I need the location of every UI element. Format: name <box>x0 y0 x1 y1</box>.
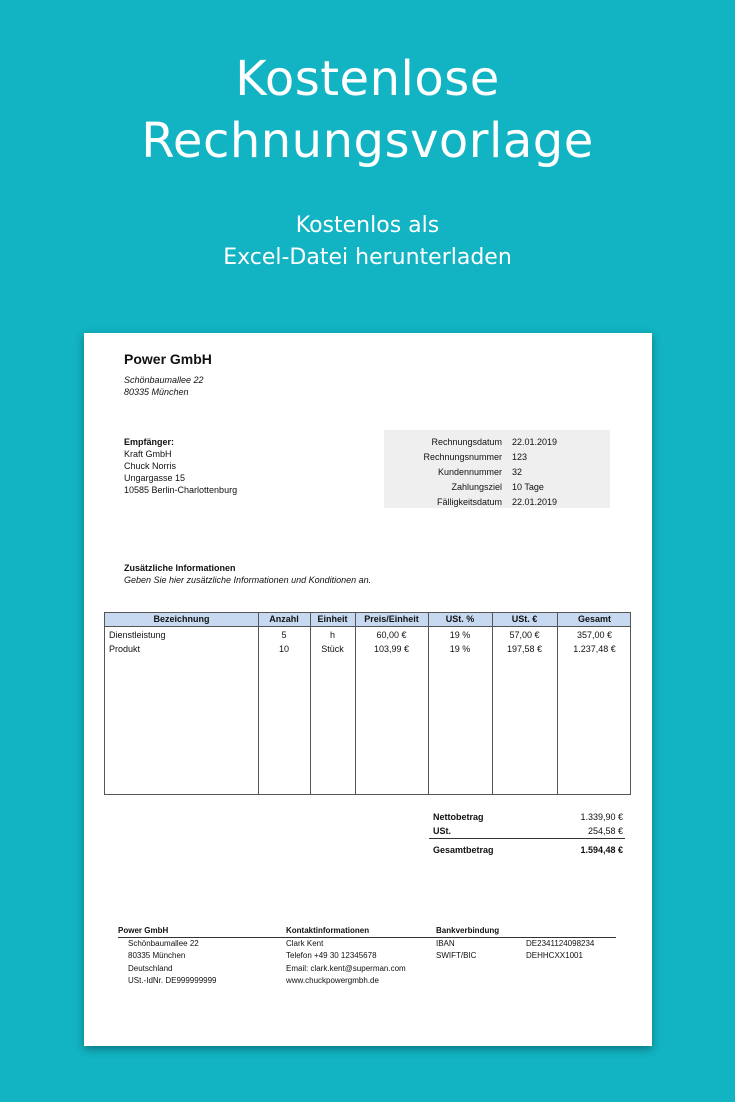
meta-value: 123 <box>512 451 528 462</box>
footer-contact <box>286 925 406 988</box>
footer-line: Deutschland <box>128 963 173 973</box>
hero-subtitle-line-1: Kostenlos als <box>295 213 440 238</box>
company-name: Power GmbH <box>124 351 212 367</box>
header-cell: Anzahl <box>269 614 299 624</box>
iban-label: IBAN <box>436 938 455 948</box>
hero-title <box>0 48 735 172</box>
invoice-sheet <box>84 333 652 1046</box>
header-cell: USt. € <box>511 614 538 624</box>
net-label: Nettobetrag <box>433 812 484 822</box>
footer-line: Schönbaumallee 22 <box>128 938 199 948</box>
recipient-line: 10585 Berlin-Charlottenburg <box>124 485 238 495</box>
gross-label: Gesamtbetrag <box>433 845 494 855</box>
vat-row <box>429 824 625 838</box>
footer-company <box>118 925 217 988</box>
meta-value: 10 Tage <box>512 482 544 493</box>
hero-subtitle <box>0 210 735 274</box>
sender-line: Schönbaumallee 22 <box>124 375 204 385</box>
meta-value: 22.01.2019 <box>512 497 558 508</box>
meta-key: Rechnungsnummer <box>423 451 502 462</box>
footer-bank-title: Bankverbindung <box>436 926 500 935</box>
info-label: Zusätzliche Informationen <box>124 563 236 573</box>
table-cell: Dienstleistung <box>109 630 166 640</box>
header-cell: Einheit <box>317 614 348 624</box>
vat-label: USt. <box>433 826 451 836</box>
footer-line: USt.-IdNr. DE999999999 <box>128 976 217 986</box>
hero-subtitle-line-2: Excel-Datei herunterladen <box>223 245 512 270</box>
footer-line: 80335 München <box>128 951 186 961</box>
meta-key: Zahlungsziel <box>451 482 502 493</box>
sender-address <box>124 374 204 398</box>
table-cell: 60,00 € <box>376 630 407 640</box>
meta-row-due <box>384 495 610 510</box>
table-cell: 103,99 € <box>373 644 410 654</box>
meta-row-date <box>384 434 610 449</box>
meta-value: 22.01.2019 <box>512 436 558 447</box>
footer-company-title: Power GmbH <box>118 926 169 935</box>
footer-contact-title: Kontaktinformationen <box>286 926 370 935</box>
header-cell: Preis/Einheit <box>364 614 419 624</box>
table-cell: 357,00 € <box>576 630 613 640</box>
table-cell: 197,58 € <box>506 644 543 654</box>
footer-bank <box>436 925 499 963</box>
swift-label: SWIFT/BIC <box>436 951 477 961</box>
meta-row-number <box>384 449 610 464</box>
totals-block <box>429 810 625 857</box>
totals-divider <box>429 838 625 839</box>
table-cell: 10 <box>278 644 289 654</box>
meta-value: 32 <box>512 466 523 477</box>
header-cell: USt. % <box>445 614 475 624</box>
table-cell: h <box>329 630 335 640</box>
meta-key: Fälligkeitsdatum <box>436 497 502 508</box>
recipient-block <box>124 436 237 496</box>
swift-value: DEHHCXX1001 <box>526 951 583 961</box>
footer-bank-values <box>526 938 594 963</box>
footer-line: Email: clark.kent@superman.com <box>286 963 406 973</box>
footer-line: www.chuckpowergmbh.de <box>286 976 379 986</box>
table-cell: Stück <box>321 644 344 654</box>
table-cell: 5 <box>281 630 287 640</box>
table-cell: 1.237,48 € <box>573 644 616 654</box>
recipient-line: Kraft GmbH <box>124 449 172 459</box>
additional-info <box>124 562 371 586</box>
meta-row-terms <box>384 480 610 495</box>
footer-line: Clark Kent <box>286 938 324 948</box>
table-cell: Produkt <box>109 644 141 654</box>
invoice-meta <box>384 430 610 508</box>
meta-key: Kundennummer <box>437 466 502 477</box>
gross-value: 1.594,48 € <box>580 845 623 855</box>
net-value: 1.339,90 € <box>580 812 623 822</box>
gross-row <box>429 843 625 857</box>
meta-row-customer <box>384 464 610 479</box>
iban-value: DE2341124098234 <box>526 938 595 948</box>
hero-title-line-1: Kostenlose <box>235 51 500 107</box>
table-cell: 57,00 € <box>509 630 540 640</box>
recipient-line: Chuck Norris <box>124 461 177 471</box>
table-cell: 19 % <box>449 630 471 640</box>
meta-key: Rechnungsdatum <box>431 436 502 447</box>
header-cell: Bezeichnung <box>153 614 210 624</box>
footer-line: Telefon +49 30 12345678 <box>286 951 377 961</box>
vat-value: 254,58 € <box>587 826 623 836</box>
recipient-label: Empfänger: <box>124 437 175 447</box>
net-row <box>429 810 625 824</box>
header-cell: Gesamt <box>577 614 612 624</box>
recipient-line: Ungargasse 15 <box>124 473 186 483</box>
hero-title-line-2: Rechnungsvorlage <box>141 113 594 169</box>
info-text: Geben Sie hier zusätzliche Informationen und Konditionen an. <box>124 575 372 585</box>
items-table <box>104 612 631 795</box>
sender-line: 80335 München <box>124 387 189 397</box>
table-cell: 19 % <box>449 644 471 654</box>
